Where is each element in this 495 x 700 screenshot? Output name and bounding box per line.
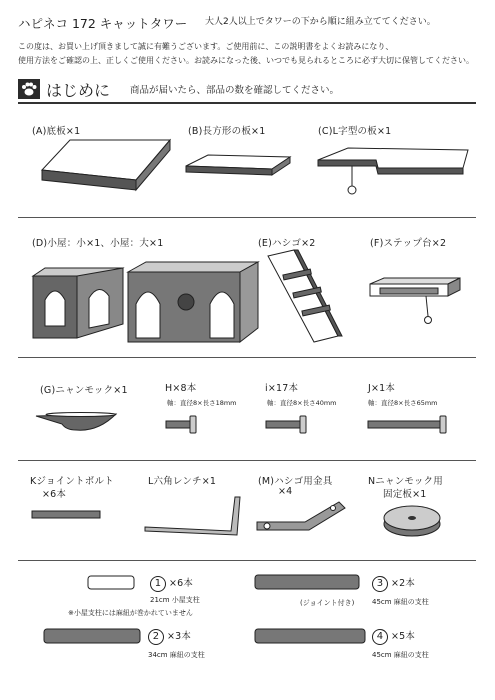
part-l-label: L六角レンチ×1 xyxy=(148,476,217,487)
part-h-spec: 軸：直径8×長さ18mm xyxy=(167,399,237,407)
part-b-rect-board xyxy=(186,155,296,185)
part-g-hammock xyxy=(36,410,116,440)
part-j-label: J×1本 xyxy=(368,383,396,394)
part-d-large-house xyxy=(128,262,258,342)
part-k-label: Kジョイントボルト xyxy=(30,476,114,487)
manual-title: ハピネコ 172 キャットタワー xyxy=(18,16,188,31)
section-underline xyxy=(18,102,476,104)
divider-1 xyxy=(18,217,476,218)
post-3-joint-note: (ジョイント付き) xyxy=(300,599,355,607)
part-e-label: (E)ハシゴ×2 xyxy=(258,238,316,249)
intro-line-1: この度は、お買い上げ頂きまして誠に有難うございます。ご使用前に、この説明書をよくお読みになり、 xyxy=(18,42,394,51)
post-1-count-text: ×6本 xyxy=(169,578,194,589)
part-h-bolt xyxy=(166,416,206,434)
part-d-small-house xyxy=(33,268,123,338)
part-n-label: Nニャンモック用 xyxy=(368,476,443,487)
post-1-image xyxy=(88,576,138,590)
manual-subtitle: 大人2人以上でタワーの下から順に組み立ててください。 xyxy=(205,17,436,27)
intro-line-2: 使用方法をご確認の上、正しくご使用ください。お読みになった後、いつでも見られるところに必ず大切に保管してください。 xyxy=(18,56,474,65)
part-d-label: (D)小屋：小×1、小屋：大×1 xyxy=(32,238,164,249)
part-c-l-board xyxy=(318,148,468,198)
post-3-number: 3 xyxy=(372,576,388,592)
part-j-spec: 軸：直径8×長さ65mm xyxy=(368,399,438,407)
post-4-count xyxy=(372,628,415,645)
post-3-count-text: ×2本 xyxy=(391,578,416,589)
divider-3 xyxy=(18,460,476,461)
part-a-label: (A)底板×1 xyxy=(32,126,81,137)
part-m-ladder-bracket xyxy=(255,500,345,540)
part-h-label: H×8本 xyxy=(165,383,197,394)
divider-4 xyxy=(18,560,476,561)
part-i-label: i×17本 xyxy=(265,383,299,394)
post-4-image xyxy=(255,628,370,644)
post-3-image xyxy=(255,574,365,590)
post-3-count xyxy=(372,575,415,592)
post-3-desc: 45cm 麻紐の支柱 xyxy=(372,598,429,606)
part-j-bolt xyxy=(368,416,458,434)
post-2-count-text: ×3本 xyxy=(167,631,192,642)
post-4-desc: 45cm 麻紐の支柱 xyxy=(372,651,429,659)
post-1-desc: 21cm 小屋支柱 xyxy=(150,596,200,604)
part-n-count: 固定板×1 xyxy=(383,489,427,500)
part-m-count: ×4 xyxy=(278,486,293,497)
post-1-number: 1 xyxy=(150,576,166,592)
paw-icon xyxy=(18,79,40,99)
post-2-number: 2 xyxy=(148,629,164,645)
part-e-ladder xyxy=(268,250,358,342)
part-k-count: ×6本 xyxy=(42,489,67,500)
post-2-image xyxy=(44,628,144,644)
post-4-number: 4 xyxy=(372,629,388,645)
post-2-desc: 34cm 麻紐の支柱 xyxy=(148,651,205,659)
part-g-label: (G)ニャンモック×1 xyxy=(40,385,128,396)
post-2-count xyxy=(148,628,191,645)
post-4-count-text: ×5本 xyxy=(391,631,416,642)
part-m-label: (M)ハシゴ用金具 xyxy=(258,476,333,487)
post-1-note: ※小屋支柱には麻紐が巻かれていません xyxy=(68,609,193,617)
part-l-hex-wrench xyxy=(145,495,240,545)
part-i-bolt xyxy=(266,416,316,434)
part-i-spec: 軸：直径8×長さ40mm xyxy=(267,399,337,407)
post-1-count xyxy=(150,575,193,592)
part-n-fixing-plate xyxy=(382,502,442,542)
part-k-joint-bolt xyxy=(32,510,102,520)
part-f-label: (F)ステップ台×2 xyxy=(370,238,447,249)
section-description: 商品が届いたら、部品の数を確認してください。 xyxy=(130,85,340,96)
divider-2 xyxy=(18,357,476,358)
part-b-label: (B)長方形の板×1 xyxy=(188,126,266,137)
section-heading: はじめに xyxy=(46,81,111,100)
part-a-base-board xyxy=(42,140,172,200)
part-c-label: (C)L字型の板×1 xyxy=(318,126,392,137)
part-f-step xyxy=(370,278,460,328)
